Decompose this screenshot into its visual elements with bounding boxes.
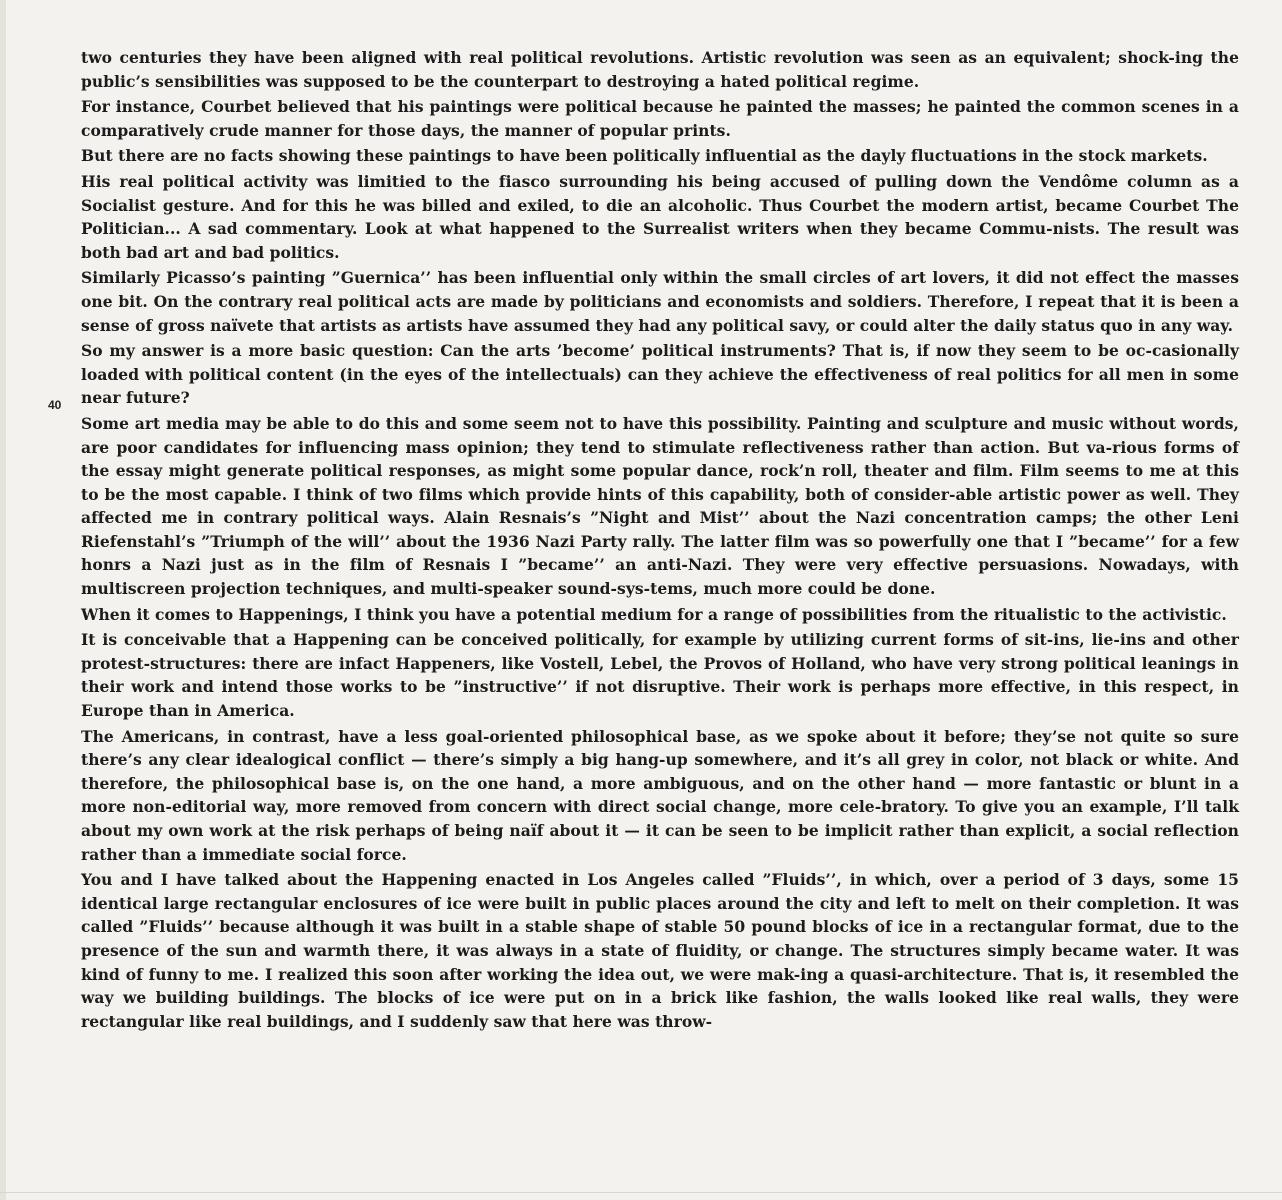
paragraph: His real political activity was limitied to the fiasco surrounding his being accused of pulling down the Vendôme column as a Socialist gesture. And for this he was billed and exiled, to die an alcoholic. Thus Courbet the modern artist, became Courbet The Politician... A sad commentary. Look at what happened to the Surrealist writers when they became Commu-nists. The result was both bad art and bad politics. — [81, 171, 1239, 262]
paragraph: When it comes to Happenings, I think you have a potential medium for a range of possibilities from the ritualistic to the activistic. — [81, 604, 1227, 624]
page-edge — [0, 0, 6, 1200]
paragraph: But there are no facts showing these paintings to have been politically influential as the dayly fluctuations in the stock markets. — [81, 146, 1208, 166]
paragraph: For instance, Courbet believed that his paintings were political because he painted the masses; he painted the common scenes in a comparatively crude manner for those days, the manner of popular prints. — [81, 97, 1239, 140]
paragraph: Similarly Picasso’s painting ”Guernica’’ has been influential only within the small circles of art lovers, it did not effect the masses one bit. On the contrary real political acts are made by politicians and economists and soldiers. Therefore, I repeat that it is been a sense of gross naïvete that artists as artists have assumed they had any political savy, or could alter the daily status quo in any way. — [81, 268, 1239, 335]
paragraph: So my answer is a more basic question: Can the arts ’become’ political instruments? That is, if now they seem to be oc-casionally loaded with political content (in the eyes of the intellectuals) can they achieve the effectiveness of real politics for all men in some near future? — [81, 341, 1239, 408]
paragraph: Some art media may be able to do this and some seem not to have this possibility. Painting and sculpture and music without words, are poor candidates for influencing mass opinion; they tend to stimulate reflectiveness rather than action. But va-rious forms of the essay might generate political responses, as might some popular dance, rock’n roll, theater and film. Film seems to me at this to be the most capable. I think of two films which provide hints of this capability, both of consider-able artistic power as well. They affected me in contrary political ways. Alain Resnais’s ”Night and Mist’’ about the Nazi concentration camps; the other Leni Riefenstahl’s ”Triumph of the will’’ about the 1936 Nazi Party rally. The latter film was so powerfully one that I ”became’’ for a few honrs a Nazi just as in the film of Resnais I ”became’’ an anti-Nazi. They were very effective persuasions. Nowadays, with multiscreen projection techniques, and multi-speaker sound-sys-tems, much more could be done. — [81, 413, 1239, 599]
paragraph: It is conceivable that a Happening can be conceived politically, for example by utilizing current forms of sit-ins, lie-ins and other protest-structures: there are infact Happeners, like Vostell, Lebel, the Provos of Holland, who have very strong political leanings in their work and intend those works to be ”instructive’’ if not disruptive. Their work is perhaps more effective, in this respect, in Europe than in America. — [81, 630, 1239, 721]
paragraph: The Americans, in contrast, have a less goal-oriented philosophical base, as we spoke about it before; they’se not quite so sure there’s any clear idealogical conflict — there’s simply a big hang-up somewhere, and it’s all grey in color, not black or white. And therefore, the philosophical base is, on the one hand, a more ambiguous, and on the other hand — more fantastic or blunt in a more non-editorial way, more removed from concern with direct social change, more cele-bratory. To give you an example, I’ll talk about my own work at the risk perhaps of being naïf about it — it can be seen to be implicit rather than explicit, a social reflection rather than a immediate social force. — [81, 726, 1239, 864]
paragraph: two centuries they have been aligned with real political revolutions. Artistic revolution was seen as an equivalent; shock-ing the public’s sensibilities was supposed to be the counterpart to destroying a hated political regime. — [81, 48, 1239, 91]
body-text — [81, 46, 1239, 1035]
page-bottom-edge — [0, 1192, 1282, 1193]
page-number: 40 — [48, 398, 62, 412]
paragraph: You and I have talked about the Happening enacted in Los Angeles called ”Fluids’’, in which, over a period of 3 days, some 15 identical large rectangular enclosures of ice were built in public places around the city and left to melt on their completion. It was called ”Fluids’’ because although it was built in a stable shape of stable 50 pound blocks of ice in a rectangular format, due to the presence of the sun and warmth there, it was always in a state of fluidity, or change. The structures simply became water. It was kind of funny to me. I realized this soon after working the idea out, we were mak-ing a quasi-architecture. That is, it resembled the way we building buildings. The blocks of ice were put on in a brick like fashion, the walls looked like real walls, they were rectangular like real buildings, and I suddenly saw that here was throw- — [81, 870, 1239, 1031]
